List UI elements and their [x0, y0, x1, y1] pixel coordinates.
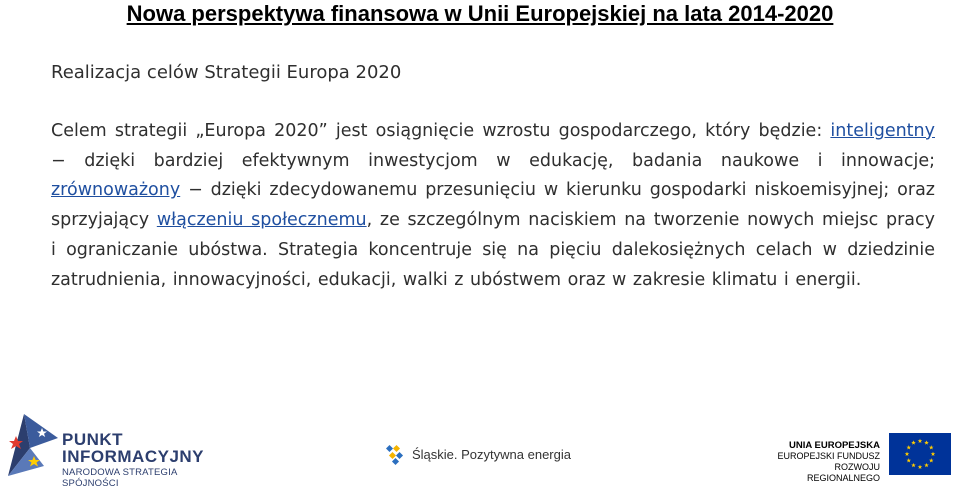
punkt-text: PUNKT: [62, 430, 124, 449]
eu-flag-icon: [889, 433, 951, 475]
informacyjny-text: INFORMACYJNY: [62, 447, 205, 466]
inclusive-description: , ze szczególnym naciskiem na tworzenie nowych miejsc pracy i ograniczanie ubóstwa. Strategia koncentruje się na pięciu dalekosiężnych celach w dziedzinie zatrudnienia, innowacyjności, edukacji, walki z ubóstwem oraz w zakresie klimatu i energii.: [51, 210, 935, 290]
link-zrownowazony[interactable]: zrównoważony: [51, 180, 181, 201]
subtitle: Realizacja celów Strategii Europa 2020: [51, 62, 402, 83]
ue-line2: EUROPEJSKI FUNDUSZ: [777, 451, 880, 461]
smart-description: − dzięki bardziej efektywnym inwestycjom w edukację, badania naukowe i innowacje;: [51, 150, 935, 171]
ue-line3: ROZWOJU REGIONALNEGO: [806, 462, 880, 483]
punkt-informacyjny-logo-icon: [4, 408, 60, 480]
punkt-informacyjny-logo: [4, 408, 214, 489]
footer: [0, 400, 960, 488]
eu-fund-text: [760, 440, 880, 484]
nss-text: NARODOWA STRATEGIA SPÓJNOŚCI: [62, 467, 177, 489]
page-title: Nowa perspektywa finansowa w Unii Europejskiej na lata 2014-2020: [126, 1, 834, 26]
sustainable-description: − dzięki zdecydowanemu przesunięciu w kierunku gospodarki niskoemisyjnej; oraz sprzyjający: [51, 180, 935, 231]
body-paragraph: [51, 117, 935, 295]
slaskie-text: Śląskie. Pozytywna energia: [412, 447, 571, 462]
ue-line1: UNIA EUROPEJSKA: [789, 440, 880, 451]
slaskie-logo-icon: [386, 444, 408, 466]
intro-text: Celem strategii „Europa 2020” jest osiągnięcie wzrostu gospodarczego, który będzie:: [51, 121, 831, 141]
link-inteligentny[interactable]: inteligentny: [830, 121, 935, 141]
link-wlaczeniu-spolecznemu[interactable]: włączeniu społecznemu: [156, 210, 367, 231]
